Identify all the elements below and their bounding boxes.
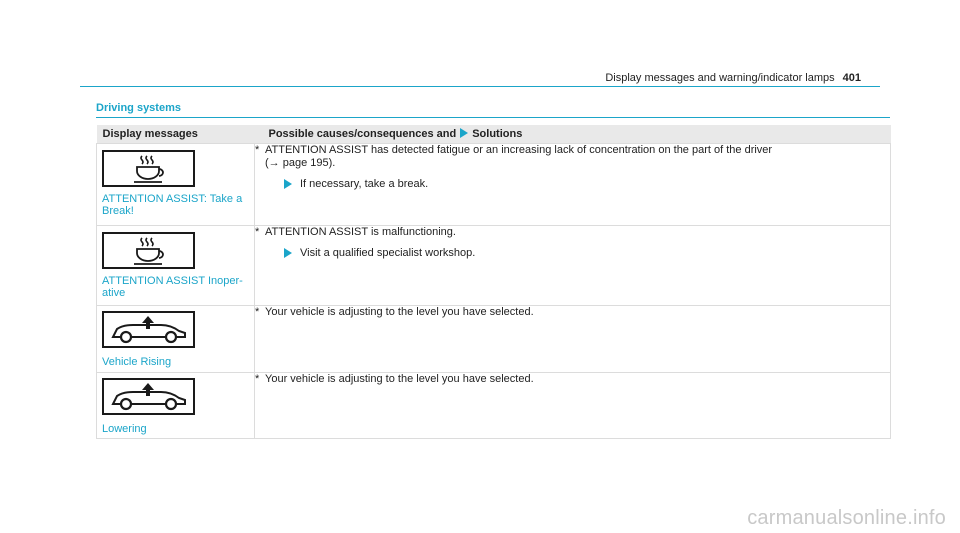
- causes-cell: [255, 373, 891, 439]
- bullet-star: *: [255, 373, 260, 385]
- cause-text: [255, 373, 890, 386]
- table-row: [97, 144, 891, 226]
- display-message-label: Vehicle Rising: [102, 356, 172, 368]
- cause-description: Your vehicle is adjusting to the level you have selected.: [265, 373, 534, 385]
- solution-text: If necessary, take a break.: [300, 178, 429, 190]
- vehicle-rising-icon: [102, 311, 195, 348]
- bullet-star: *: [255, 226, 260, 238]
- display-message-cell: [97, 373, 255, 439]
- col-causes-label: Possible causes/consequences and: [268, 128, 457, 140]
- display-message-cell: [97, 306, 255, 373]
- cause-text: [255, 306, 890, 319]
- section-rule: [96, 117, 890, 118]
- table-row: [97, 226, 891, 306]
- solution-item: [284, 247, 890, 260]
- causes-cell: [255, 306, 891, 373]
- cause-text: [255, 144, 890, 157]
- bullet-star: *: [255, 144, 260, 156]
- section-title: Driving systems: [96, 102, 181, 114]
- display-message-label: ATTENTION ASSIST Inoper-ative: [102, 275, 243, 299]
- display-message-label: Lowering: [102, 423, 147, 435]
- header-rule: [80, 86, 880, 87]
- solution-arrow-icon: [284, 248, 292, 258]
- header-title: Display messages and warning/indicator lamps: [605, 72, 835, 84]
- display-message-cell: [97, 144, 255, 226]
- display-messages-table: [96, 125, 891, 439]
- bullet-star: *: [255, 306, 260, 318]
- solution-arrow-icon: [460, 128, 468, 138]
- cause-text: [255, 226, 890, 239]
- cause-description: ATTENTION ASSIST has detected fatigue or an increasing lack of concentration on the part of the driver: [265, 144, 773, 156]
- watermark: carmanualsonline.info: [747, 507, 946, 529]
- page-number: 401: [842, 72, 861, 84]
- coffee-cup-icon: [102, 232, 195, 269]
- table-row: [97, 306, 891, 373]
- col-causes-solutions: [255, 125, 891, 144]
- vehicle-rising-icon: [102, 378, 195, 415]
- table-row: [97, 373, 891, 439]
- causes-cell: [255, 226, 891, 306]
- coffee-cup-icon: [102, 150, 195, 187]
- solution-arrow-icon: [284, 179, 292, 189]
- solution-item: [284, 178, 890, 191]
- display-message-label: ATTENTION ASSIST: Take a Break!: [102, 193, 243, 217]
- table-header-row: [97, 125, 891, 144]
- page-reference[interactable]: (→ page 195).: [265, 157, 336, 169]
- col-display-messages: Display messages: [97, 125, 255, 144]
- display-message-cell: [97, 226, 255, 306]
- col-solutions-label: Solutions: [472, 128, 523, 140]
- cause-description: ATTENTION ASSIST is malfunctioning.: [265, 226, 456, 238]
- cause-description: Your vehicle is adjusting to the level you have selected.: [265, 306, 534, 318]
- solution-text: Visit a qualified specialist workshop.: [300, 247, 476, 259]
- causes-cell: [255, 144, 891, 226]
- running-header: [605, 72, 861, 84]
